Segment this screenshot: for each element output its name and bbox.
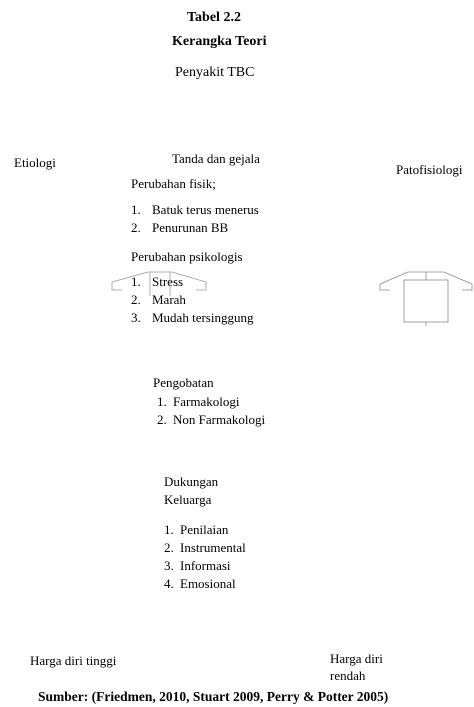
treatment-title: Pengobatan [153,375,214,390]
list-item: 1. Stress [131,274,184,289]
list-item: 1. Farmakologi [157,394,240,409]
left-connector-shape [110,270,210,300]
psych-changes-label: Perubahan psikologis [131,249,243,264]
family-support-title-line1: Dukungan [164,474,219,489]
etiology-node: Etiologi [14,155,56,170]
physical-changes-label: Perubahan fisik; [131,176,216,191]
pathophysiology-node: Patofisiologi [396,162,463,177]
figure-title: Kerangka Teori [172,34,267,49]
physical-changes-list [131,201,259,237]
list-item: 2. Instrumental [164,540,246,555]
family-support-list [164,521,246,593]
family-support-title-line2: Keluarga [164,492,212,507]
list-item: 4. Emosional [164,576,236,591]
outcome-high-self-esteem: Harga diri tinggi [30,653,117,668]
right-connector-shape [378,268,474,328]
list-item: 1. Batuk terus menerus [131,202,259,217]
list-item: 3. Informasi [164,558,231,573]
outcome-low-self-esteem-line2: rendah [330,668,366,683]
list-item: 2. Penurunan BB [131,220,229,235]
treatment-list [157,393,265,429]
list-item: 1. Penilaian [164,522,229,537]
list-item: 3. Mudah tersinggung [131,310,254,325]
root-node: Penyakit TBC [175,65,255,80]
signs-title: Tanda dan gejala [172,151,260,166]
source-note: Sumber: (Friedmen, 2010, Stuart 2009, Perry & Potter 2005) [38,689,389,704]
list-item: 2. Marah [131,292,186,307]
table-number: Tabel 2.2 [187,10,241,25]
outcome-low-self-esteem-line1: Harga diri [330,651,383,666]
list-item: 2. Non Farmakologi [157,412,266,427]
